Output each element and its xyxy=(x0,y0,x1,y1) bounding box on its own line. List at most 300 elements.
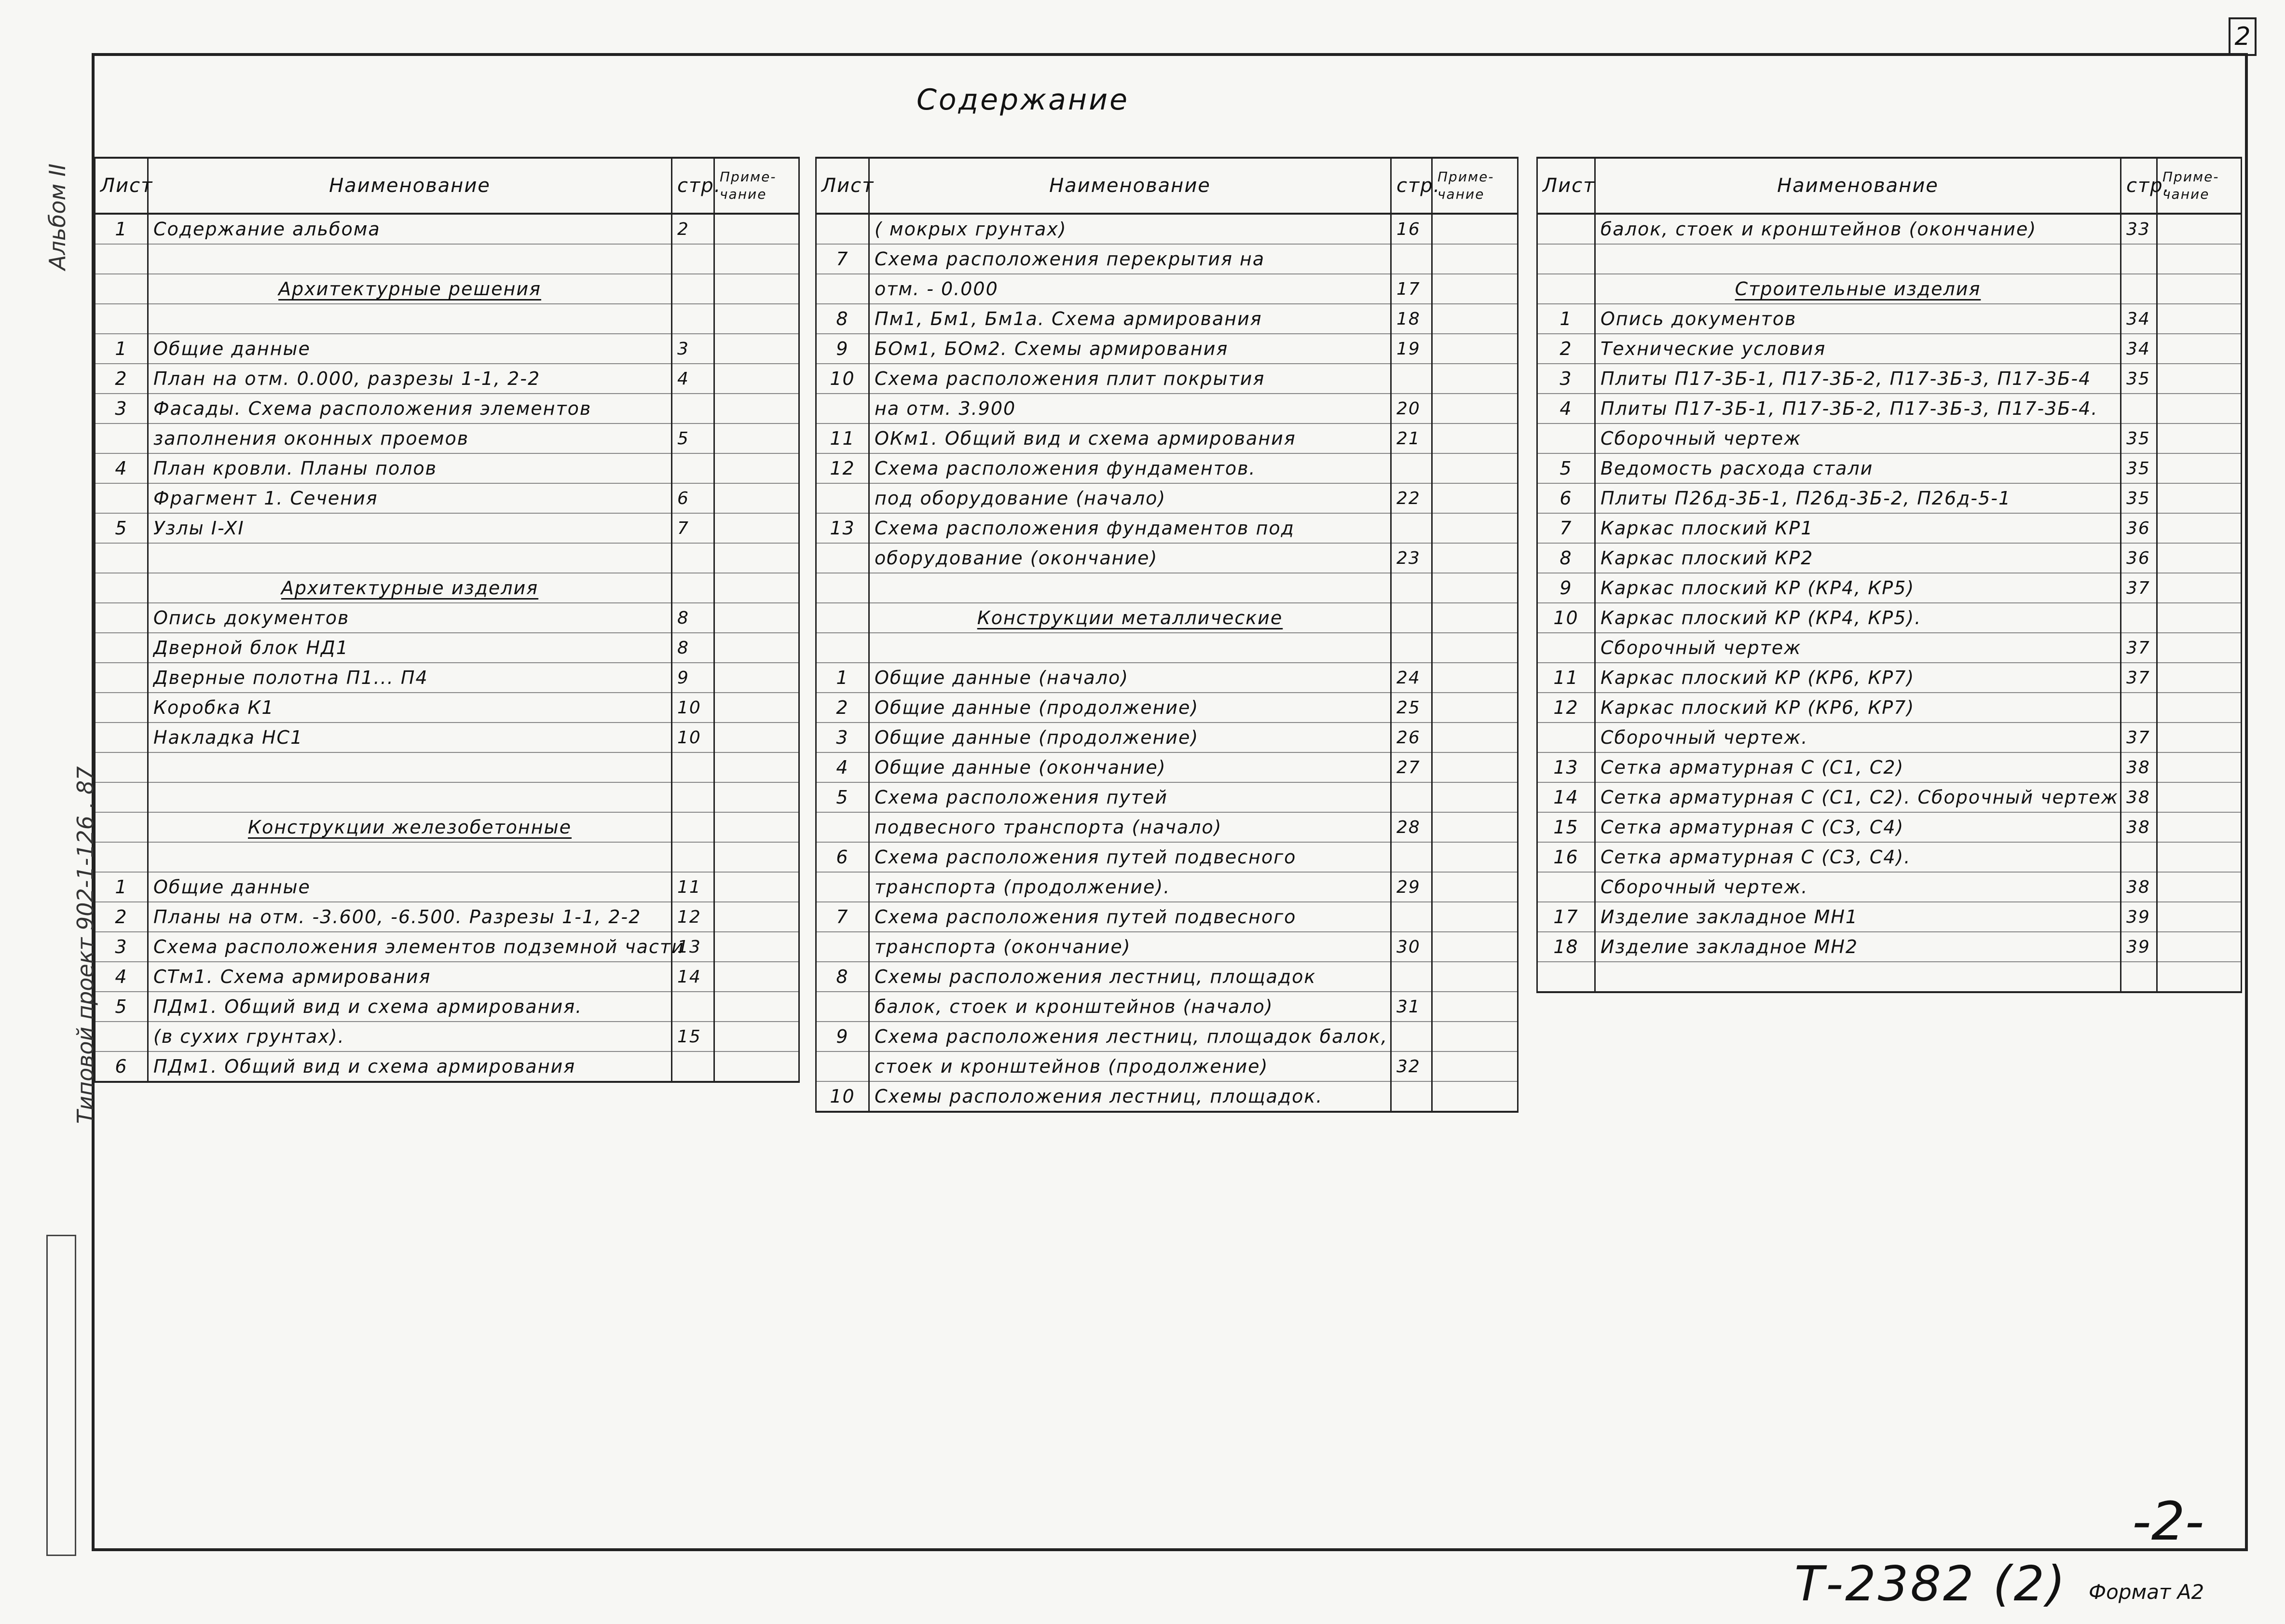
note-cell xyxy=(714,334,799,364)
sheet-no-cell xyxy=(816,394,869,423)
item-name-cell: Каркас плоский КР (КР6, КР7) xyxy=(1595,693,2121,723)
item-name-cell xyxy=(1595,962,2121,992)
page-cell: 3 xyxy=(672,334,714,364)
note-cell xyxy=(714,214,799,244)
sheet-no-cell xyxy=(95,782,148,812)
page-cell: 6 xyxy=(672,483,714,513)
sheet-no-cell: 13 xyxy=(1537,752,1595,782)
sheet-no-cell: 11 xyxy=(1537,663,1595,693)
sheet-no-cell: 6 xyxy=(1537,483,1595,513)
table-row xyxy=(1537,453,2242,483)
item-name-cell: Дверные полотна П1... П4 xyxy=(148,663,672,693)
sheet-no-cell xyxy=(1537,872,1595,902)
note-cell xyxy=(714,1051,799,1082)
sheet-no-cell xyxy=(95,244,148,274)
item-name-cell: БОм1, БОм2. Схемы армирования xyxy=(869,334,1391,364)
sheet-no-cell: 5 xyxy=(95,992,148,1022)
note-cell xyxy=(714,513,799,543)
item-name-cell: Каркас плоский КР (КР4, КР5) xyxy=(1595,573,2121,603)
item-name-cell: транспорта (продолжение). xyxy=(869,872,1391,902)
sheet-no-cell xyxy=(95,663,148,693)
page-cell xyxy=(1391,842,1432,872)
table-row xyxy=(95,992,799,1022)
page-cell: 31 xyxy=(1391,992,1432,1022)
sheet-no-cell: 7 xyxy=(1537,513,1595,543)
sheet-no-cell: 3 xyxy=(95,932,148,962)
sheet-no-cell xyxy=(95,573,148,603)
item-name-cell: Сборочный чертеж. xyxy=(1595,723,2121,752)
page-cell: 7 xyxy=(672,513,714,543)
page-cell: 36 xyxy=(2121,513,2157,543)
table-row xyxy=(816,244,1518,274)
side-stamp xyxy=(46,1235,76,1556)
table-row xyxy=(1537,364,2242,394)
note-cell xyxy=(1432,782,1518,812)
page-cell xyxy=(1391,1081,1432,1112)
page-cell: 17 xyxy=(1391,274,1432,304)
item-name-cell: подвесного транспорта (начало) xyxy=(869,812,1391,842)
note-cell xyxy=(2157,782,2242,812)
item-name-cell: балок, стоек и кронштейнов (начало) xyxy=(869,992,1391,1022)
note-cell xyxy=(714,663,799,693)
item-name-cell: ( мокрых грунтах) xyxy=(869,214,1391,244)
section-heading-cell xyxy=(148,812,672,842)
drawing-code: Т-2382 (2) xyxy=(1794,1556,2067,1612)
table-row xyxy=(816,304,1518,334)
page-cell: 10 xyxy=(672,723,714,752)
page-cell: 39 xyxy=(2121,932,2157,962)
table-row xyxy=(816,693,1518,723)
sheet-no-cell: 5 xyxy=(1537,453,1595,483)
sheet-no-cell: 7 xyxy=(816,902,869,932)
note-cell xyxy=(714,274,799,304)
table-row xyxy=(816,513,1518,543)
table-row xyxy=(816,483,1518,513)
note-cell xyxy=(714,723,799,752)
note-cell xyxy=(714,603,799,633)
item-name-cell: Схема расположения фундаментов. xyxy=(869,453,1391,483)
note-cell xyxy=(714,543,799,573)
item-name-cell: Изделие закладное МН2 xyxy=(1595,932,2121,962)
page-cell xyxy=(672,842,714,872)
sheet-no-cell: 4 xyxy=(1537,394,1595,423)
page-cell xyxy=(2121,842,2157,872)
sheet-no-cell xyxy=(95,723,148,752)
item-name-cell: заполнения оконных проемов xyxy=(148,423,672,453)
item-name-cell: Каркас плоский КР (КР6, КР7) xyxy=(1595,663,2121,693)
contents-table-3 xyxy=(1536,157,2242,993)
note-cell xyxy=(1432,423,1518,453)
page-cell: 29 xyxy=(1391,872,1432,902)
note-cell xyxy=(2157,304,2242,334)
sheet-no-cell: 11 xyxy=(816,423,869,453)
note-cell xyxy=(1432,603,1518,633)
table-row xyxy=(1537,603,2242,633)
note-cell xyxy=(714,573,799,603)
note-cell xyxy=(1432,932,1518,962)
table-row xyxy=(1537,693,2242,723)
table-row xyxy=(1537,842,2242,872)
item-name-cell: Плиты П26д-3Б-1, П26д-3Б-2, П26д-5-1 xyxy=(1595,483,2121,513)
table-row xyxy=(816,723,1518,752)
note-cell xyxy=(2157,573,2242,603)
item-name-cell: Пм1, Бм1, Бм1а. Схема армирования xyxy=(869,304,1391,334)
page-cell xyxy=(672,1051,714,1082)
note-cell xyxy=(2157,334,2242,364)
page-cell xyxy=(1391,364,1432,394)
page-cell: 5 xyxy=(672,423,714,453)
table-row xyxy=(816,543,1518,573)
sheet-no-cell: 1 xyxy=(95,334,148,364)
table-row xyxy=(95,304,799,334)
page-cell xyxy=(672,752,714,782)
page-cell xyxy=(1391,633,1432,663)
page-cell: 2 xyxy=(672,214,714,244)
page-cell: 15 xyxy=(672,1022,714,1051)
sheet-no-cell xyxy=(816,992,869,1022)
sheet-no-cell: 10 xyxy=(816,1081,869,1112)
table-row xyxy=(1537,962,2242,992)
note-cell xyxy=(2157,902,2242,932)
note-cell xyxy=(1432,364,1518,394)
sheet-no-cell: 15 xyxy=(1537,812,1595,842)
table-row xyxy=(1537,663,2242,693)
page-cell xyxy=(1391,1022,1432,1051)
item-name-cell: Схема расположения лестниц, площадок балок, xyxy=(869,1022,1391,1051)
note-cell xyxy=(1432,663,1518,693)
sheet-no-cell xyxy=(95,483,148,513)
page-cell: 11 xyxy=(672,872,714,902)
note-cell xyxy=(2157,693,2242,723)
table-row xyxy=(816,932,1518,962)
table-row xyxy=(1537,723,2242,752)
sheet-no-cell xyxy=(816,633,869,663)
item-name-cell: транспорта (окончание) xyxy=(869,932,1391,962)
sheet-no-cell: 8 xyxy=(816,304,869,334)
sheet-no-cell xyxy=(816,543,869,573)
item-name-cell: Общие данные (продолжение) xyxy=(869,693,1391,723)
sheet-no-cell xyxy=(95,603,148,633)
sheet-no-cell xyxy=(1537,244,1595,274)
page-cell: 30 xyxy=(1391,932,1432,962)
sheet-no-cell: 17 xyxy=(1537,902,1595,932)
sheet-no-cell: 9 xyxy=(1537,573,1595,603)
page-cell xyxy=(1391,244,1432,274)
table-row xyxy=(95,932,799,962)
note-cell xyxy=(2157,872,2242,902)
note-cell xyxy=(714,962,799,992)
item-name-cell: Опись документов xyxy=(148,603,672,633)
note-cell xyxy=(714,304,799,334)
item-name-cell: Сборочный чертеж xyxy=(1595,633,2121,663)
section-row xyxy=(95,274,799,304)
note-cell xyxy=(1432,962,1518,992)
item-name-cell: (в сухих грунтах). xyxy=(148,1022,672,1051)
item-name-cell: Схема расположения плит покрытия xyxy=(869,364,1391,394)
sheet-no-cell: 1 xyxy=(95,872,148,902)
table-row xyxy=(816,573,1518,603)
col-header-name: Наименование xyxy=(1595,158,2121,214)
item-name-cell: стоек и кронштейнов (продолжение) xyxy=(869,1051,1391,1081)
section-heading-cell xyxy=(869,603,1391,633)
sheet-no-cell xyxy=(816,812,869,842)
page-cell xyxy=(672,394,714,423)
page-cell: 37 xyxy=(2121,663,2157,693)
sheet-no-cell: 4 xyxy=(816,752,869,782)
page-cell xyxy=(672,304,714,334)
item-name-cell: Схема расположения путей подвесного xyxy=(869,842,1391,872)
document-title: Содержание xyxy=(917,83,1130,117)
item-name-cell: Планы на отм. -3.600, -6.500. Разрезы 1-1, 2-2 xyxy=(148,902,672,932)
table-row xyxy=(816,902,1518,932)
note-cell xyxy=(2157,513,2242,543)
table-row xyxy=(1537,752,2242,782)
section-row xyxy=(95,573,799,603)
table-row xyxy=(816,394,1518,423)
item-name-cell: Содержание альбома xyxy=(148,214,672,244)
table-row xyxy=(95,214,799,244)
page-cell: 33 xyxy=(2121,214,2157,244)
item-name-cell: Сборочный чертеж. xyxy=(1595,872,2121,902)
contents-table-2 xyxy=(815,157,1519,1113)
section-heading: Строительные изделия xyxy=(1735,278,1981,300)
note-cell xyxy=(714,244,799,274)
item-name-cell: Каркас плоский КР1 xyxy=(1595,513,2121,543)
page-cell xyxy=(1391,782,1432,812)
table-row xyxy=(1537,423,2242,453)
sheet-no-cell xyxy=(95,693,148,723)
col-header-list: Лист xyxy=(1537,158,1595,214)
note-cell xyxy=(1432,513,1518,543)
item-name-cell: Накладка НС1 xyxy=(148,723,672,752)
table-row xyxy=(816,752,1518,782)
sheet-no-cell: 8 xyxy=(1537,543,1595,573)
page-cell: 13 xyxy=(672,932,714,962)
page-cell: 10 xyxy=(672,693,714,723)
note-cell xyxy=(714,453,799,483)
page-cell xyxy=(672,812,714,842)
item-name-cell: Схема расположения путей xyxy=(869,782,1391,812)
page-cell: 27 xyxy=(1391,752,1432,782)
item-name-cell: Опись документов xyxy=(1595,304,2121,334)
section-heading: Конструкции железобетонные xyxy=(247,817,572,838)
table-row xyxy=(95,423,799,453)
sheet-no-cell: 2 xyxy=(1537,334,1595,364)
table-row xyxy=(816,1022,1518,1051)
note-cell xyxy=(714,394,799,423)
page-cell: 18 xyxy=(1391,304,1432,334)
item-name-cell: Технические условия xyxy=(1595,334,2121,364)
page-cell: 38 xyxy=(2121,812,2157,842)
section-heading-cell xyxy=(148,274,672,304)
sheet-no-cell: 10 xyxy=(1537,603,1595,633)
item-name-cell: ПДм1. Общий вид и схема армирования. xyxy=(148,992,672,1022)
sheet-no-cell: 9 xyxy=(816,334,869,364)
col-header-page: стр. xyxy=(1391,158,1432,214)
table-row xyxy=(95,513,799,543)
table-row xyxy=(95,842,799,872)
item-name-cell: Коробка К1 xyxy=(148,693,672,723)
note-cell xyxy=(2157,752,2242,782)
item-name-cell: Общие данные xyxy=(148,872,672,902)
page-cell xyxy=(2121,394,2157,423)
note-cell xyxy=(1432,394,1518,423)
sheet-no-cell: 12 xyxy=(1537,693,1595,723)
table-row xyxy=(816,633,1518,663)
sheet-no-cell xyxy=(95,752,148,782)
sheet-no-cell xyxy=(816,214,869,244)
item-name-cell: под оборудование (начало) xyxy=(869,483,1391,513)
table-row xyxy=(95,962,799,992)
sheet-no-cell: 10 xyxy=(816,364,869,394)
table-row xyxy=(1537,872,2242,902)
table-row xyxy=(95,244,799,274)
note-cell xyxy=(2157,394,2242,423)
page-cell xyxy=(1391,453,1432,483)
table-row xyxy=(95,872,799,902)
table-row xyxy=(95,1022,799,1051)
item-name-cell: Плиты П17-3Б-1, П17-3Б-2, П17-3Б-3, П17-3Б-4 xyxy=(1595,364,2121,394)
page-cell: 38 xyxy=(2121,872,2157,902)
table-row xyxy=(95,453,799,483)
sheet-no-cell: 18 xyxy=(1537,932,1595,962)
note-cell xyxy=(2157,962,2242,992)
table-row xyxy=(95,902,799,932)
item-name-cell: отм. - 0.000 xyxy=(869,274,1391,304)
sheet-no-cell: 1 xyxy=(95,214,148,244)
item-name-cell xyxy=(148,543,672,573)
sheet-no-cell xyxy=(816,573,869,603)
item-name-cell: Плиты П17-3Б-1, П17-3Б-2, П17-3Б-3, П17-3Б-4. xyxy=(1595,394,2121,423)
table-row xyxy=(1537,394,2242,423)
sheet-no-cell xyxy=(1537,274,1595,304)
note-cell xyxy=(2157,842,2242,872)
page-cell: 28 xyxy=(1391,812,1432,842)
note-cell xyxy=(714,423,799,453)
col-header-page: стр. xyxy=(672,158,714,214)
page-cell: 34 xyxy=(2121,304,2157,334)
item-name-cell: ОКм1. Общий вид и схема армирования xyxy=(869,423,1391,453)
page-cell: 14 xyxy=(672,962,714,992)
note-cell xyxy=(1432,633,1518,663)
sheet-no-cell: 2 xyxy=(95,902,148,932)
table-row xyxy=(816,872,1518,902)
item-name-cell: Каркас плоский КР (КР4, КР5). xyxy=(1595,603,2121,633)
note-cell xyxy=(1432,752,1518,782)
page-cell: 4 xyxy=(672,364,714,394)
sheet-no-cell xyxy=(95,812,148,842)
note-cell xyxy=(2157,483,2242,513)
note-cell xyxy=(714,842,799,872)
page-cell: 24 xyxy=(1391,663,1432,693)
page-cell: 20 xyxy=(1391,394,1432,423)
note-cell xyxy=(714,483,799,513)
note-cell xyxy=(714,782,799,812)
page-cell: 37 xyxy=(2121,633,2157,663)
page-cell xyxy=(1391,902,1432,932)
item-name-cell: Фасады. Схема расположения элементов xyxy=(148,394,672,423)
item-name-cell: балок, стоек и кронштейнов (окончание) xyxy=(1595,214,2121,244)
project-label: Типовой проект 902-1-126 . 87 xyxy=(72,766,98,1124)
sheet-no-cell: 6 xyxy=(816,842,869,872)
note-cell xyxy=(714,812,799,842)
format-label: Формат А2 xyxy=(2089,1580,2204,1604)
table-row xyxy=(95,543,799,573)
table-row xyxy=(816,453,1518,483)
item-name-cell: Сборочный чертеж xyxy=(1595,423,2121,453)
page-cell: 37 xyxy=(2121,723,2157,752)
page-cell: 32 xyxy=(1391,1051,1432,1081)
sheet-no-cell: 8 xyxy=(816,962,869,992)
table-row xyxy=(816,334,1518,364)
item-name-cell: Общие данные (окончание) xyxy=(869,752,1391,782)
col-header-page: стр. xyxy=(2121,158,2157,214)
item-name-cell: Сетка арматурная С (С3, С4). xyxy=(1595,842,2121,872)
page-cell: 8 xyxy=(672,633,714,663)
sheet-no-cell: 3 xyxy=(816,723,869,752)
note-cell xyxy=(1432,1081,1518,1112)
sheet-no-cell xyxy=(816,603,869,633)
note-cell xyxy=(1432,244,1518,274)
item-name-cell: СТм1. Схема армирования xyxy=(148,962,672,992)
sheet-no-cell: 2 xyxy=(816,693,869,723)
sheet-no-cell: 1 xyxy=(1537,304,1595,334)
item-name-cell: Сетка арматурная С (С1, С2) xyxy=(1595,752,2121,782)
note-cell xyxy=(1432,842,1518,872)
note-cell xyxy=(1432,453,1518,483)
table-row xyxy=(816,812,1518,842)
section-heading-cell xyxy=(1595,274,2121,304)
page-cell: 38 xyxy=(2121,752,2157,782)
item-name-cell: Каркас плоский КР2 xyxy=(1595,543,2121,573)
page-cell xyxy=(2121,962,2157,992)
table-row xyxy=(816,962,1518,992)
section-row xyxy=(816,603,1518,633)
page-cell xyxy=(1391,573,1432,603)
table-row xyxy=(95,693,799,723)
note-cell xyxy=(2157,244,2242,274)
page-cell xyxy=(672,992,714,1022)
page-cell: 22 xyxy=(1391,483,1432,513)
table-row xyxy=(816,663,1518,693)
item-name-cell: Общие данные (начало) xyxy=(869,663,1391,693)
section-heading-cell xyxy=(148,573,672,603)
table-row xyxy=(95,334,799,364)
col-header-list: Лист xyxy=(816,158,869,214)
table-row xyxy=(816,992,1518,1022)
sheet-no-cell xyxy=(95,543,148,573)
page-cell: 26 xyxy=(1391,723,1432,752)
note-cell xyxy=(1432,214,1518,244)
sheet-no-cell xyxy=(816,1051,869,1081)
page-cell xyxy=(1391,962,1432,992)
sheet-no-cell: 4 xyxy=(95,962,148,992)
table-row xyxy=(1537,902,2242,932)
note-cell xyxy=(2157,633,2242,663)
sheet-no-cell: 3 xyxy=(95,394,148,423)
note-cell xyxy=(2157,723,2242,752)
table-row xyxy=(1537,483,2242,513)
table-row xyxy=(95,633,799,663)
sheet-no-cell xyxy=(1537,633,1595,663)
col-header-note: Приме- чание xyxy=(2157,158,2242,214)
page-cell: 35 xyxy=(2121,364,2157,394)
item-name-cell: Сетка арматурная С (С3, С4) xyxy=(1595,812,2121,842)
page-cell xyxy=(1391,513,1432,543)
note-cell xyxy=(1432,812,1518,842)
item-name-cell: Схема расположения путей подвесного xyxy=(869,902,1391,932)
page-cell: 36 xyxy=(2121,543,2157,573)
